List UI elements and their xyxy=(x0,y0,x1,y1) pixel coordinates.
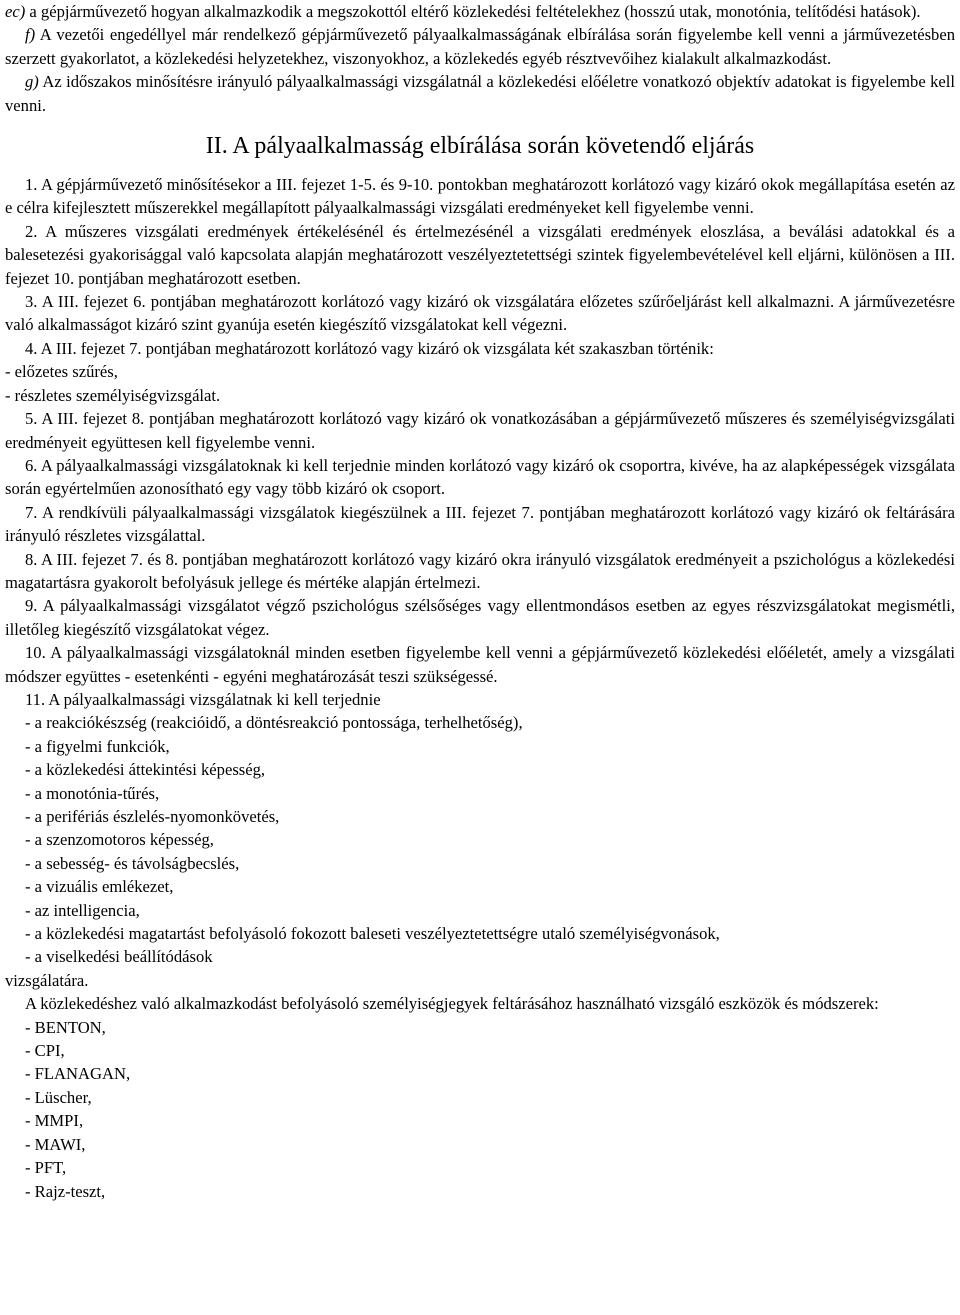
point-7: 7. A rendkívüli pályaalkalmassági vizsgálatok kiegészülnek a III. fejezet 7. pontjában meghatározott korlátozó vagy kizáró ok feltárására irányuló részletes vizsgálattal. xyxy=(5,502,955,546)
tool-item: - MMPI, xyxy=(25,1111,84,1131)
section-heading: II. A pályaalkalmasság elbírálása során követendő eljárás xyxy=(205,133,755,160)
paragraph-g xyxy=(5,70,955,117)
tool-item: - Lüscher, xyxy=(25,1087,92,1107)
paragraph-e xyxy=(5,0,955,23)
point-10: 10. A pályaalkalmassági vizsgálatoknál minden esetben figyelembe kell venni a gépjárművezető közlekedési előéletét, amely a vizsgálati módszer együttes - esetenkénti - egyéni meghatározását teszi szükségessé. xyxy=(5,643,955,686)
label-f: f) xyxy=(25,25,36,45)
point-4-item: - részletes személyiségvizsgálat. xyxy=(5,385,221,405)
text-e: a gépjárművezető hogyan alkalmazkodik a megszokottól eltérő közlekedési feltételekhez (hosszú utak, monotónia, telítődési hatások). xyxy=(25,2,921,21)
point-11-item: - a közlekedési magatartást befolyásoló fokozott baleseti veszélyeztetettségre utaló személyiségvonások, xyxy=(25,924,720,944)
point-11-item: - a közlekedési áttekintési képesség, xyxy=(25,760,266,780)
point-11-item: - az intelligencia, xyxy=(25,900,140,920)
point-11-item: - a figyelmi funkciók, xyxy=(25,736,170,756)
tool-item: - PFT, xyxy=(25,1158,67,1178)
paragraph-f xyxy=(5,23,955,70)
point-3: 3. A III. fejezet 6. pontjában meghatározott korlátozó vagy kizáró ok vizsgálatára előzetes szűrőeljárást kell alkalmazni. A járművezetésre való alkalmasságot kizáró szint gyanúja esetén kiegészítő vizsgálatokat kell végezni. xyxy=(5,292,955,335)
point-11-item: - a sebesség- és távolságbecslés, xyxy=(25,853,240,873)
text-f: A vezetői engedéllyel már rendelkező gépjárművezető pályaalkalmasságának elbírálása során figyelembe kell venni a járművezetésben szerzett gyakorlatot, a közlekedési helyzetekhez, viszonyokhoz, a közlekedés egyéb résztvevőihez kialakult alkalmazkodást. xyxy=(5,25,955,68)
tool-item: - MAWI, xyxy=(25,1134,86,1154)
point-11: 11. A pályaalkalmassági vizsgálatnak ki kell terjednie xyxy=(25,689,381,709)
point-11-item: - a szenzomotoros képesség, xyxy=(25,830,214,850)
text-g: Az időszakos minősítésre irányuló pályaalkalmassági vizsgálatnál a közlekedési előéletre vonatkozó objektív adatokat is figyelembe kell venni. xyxy=(5,72,955,115)
label-g: g) xyxy=(25,72,39,92)
point-1: 1. A gépjárművezető minősítésekor a III. fejezet 1-5. és 9-10. pontokban meghatározott korlátozó vagy kizáró okok megállapítása esetén az e célra kifejlesztett műszerekkel megállapított pályaalkalmassági vizsgálati eredményeket kell figyelembe venni. xyxy=(5,175,955,218)
tools-intro: A közlekedéshez való alkalmazkodást befolyásoló személyiségjegyek feltárásához használható vizsgáló eszközök és módszerek: xyxy=(25,994,879,1014)
point-4-item: - előzetes szűrés, xyxy=(5,362,118,382)
tool-item: - CPI, xyxy=(25,1041,65,1061)
label-e: ec) xyxy=(5,2,26,21)
point-11-item: - a reakciókészség (reakcióidő, a döntésreakció pontossága, terhelhetőség), xyxy=(25,713,523,733)
tool-item: - Rajz-teszt, xyxy=(25,1181,106,1201)
point-2: 2. A műszeres vizsgálati eredmények értékelésénél és értelmezésénél a vizsgálati eredmények eloszlása, a beválási adatokkal és a balesetezési gyakorisággal való kapcsolata alapján meghatározott veszélyeztetettségi szintek figyelembevételével kell eljárni, különösen a III. fejezet 10. pontjában meghatározott esetben. xyxy=(5,221,955,288)
point-11-item: - a vizuális emlékezet, xyxy=(25,877,174,897)
point-9: 9. A pályaalkalmassági vizsgálatot végző pszichológus szélsőséges vagy ellentmondásos esetben az egyes részvizsgálatokat megismétli, illetőleg kiegészítő vizsgálatokat végez. xyxy=(5,596,955,639)
point-6: 6. A pályaalkalmassági vizsgálatoknak ki kell terjednie minden korlátozó vagy kizáró ok csoportra, kivéve, ha az alapképességek vizsgálata során egyértelműen azonosítható egy vagy több kizáró ok csoport. xyxy=(5,455,955,499)
closing-line: vizsgálatára. xyxy=(5,970,89,990)
point-11-item: - a monotónia-tűrés, xyxy=(25,783,160,803)
point-8: 8. A III. fejezet 7. és 8. pontjában meghatározott korlátozó vagy kizáró okra irányuló vizsgálatok eredményeit a pszichológus a közlekedési magatartásra gyakorolt befolyásuk jellege és mértéke alapján értelmezi. xyxy=(5,549,955,592)
tool-item: - FLANAGAN, xyxy=(25,1064,131,1084)
tool-item: - BENTON, xyxy=(25,1017,106,1037)
point-11-item: - a viselkedési beállítódások xyxy=(25,947,213,967)
point-4: 4. A III. fejezet 7. pontjában meghatározott korlátozó vagy kizáró ok vizsgálata két szakaszban történik: xyxy=(25,338,714,358)
point-5: 5. A III. fejezet 8. pontjában meghatározott korlátozó vagy kizáró ok vonatkozásában a gépjárművezető műszeres és személyiségvizsgálati eredményeit együttesen kell figyelembe venni. xyxy=(5,409,955,452)
point-11-item: - a perifériás észlelés-nyomonkövetés, xyxy=(25,807,280,826)
